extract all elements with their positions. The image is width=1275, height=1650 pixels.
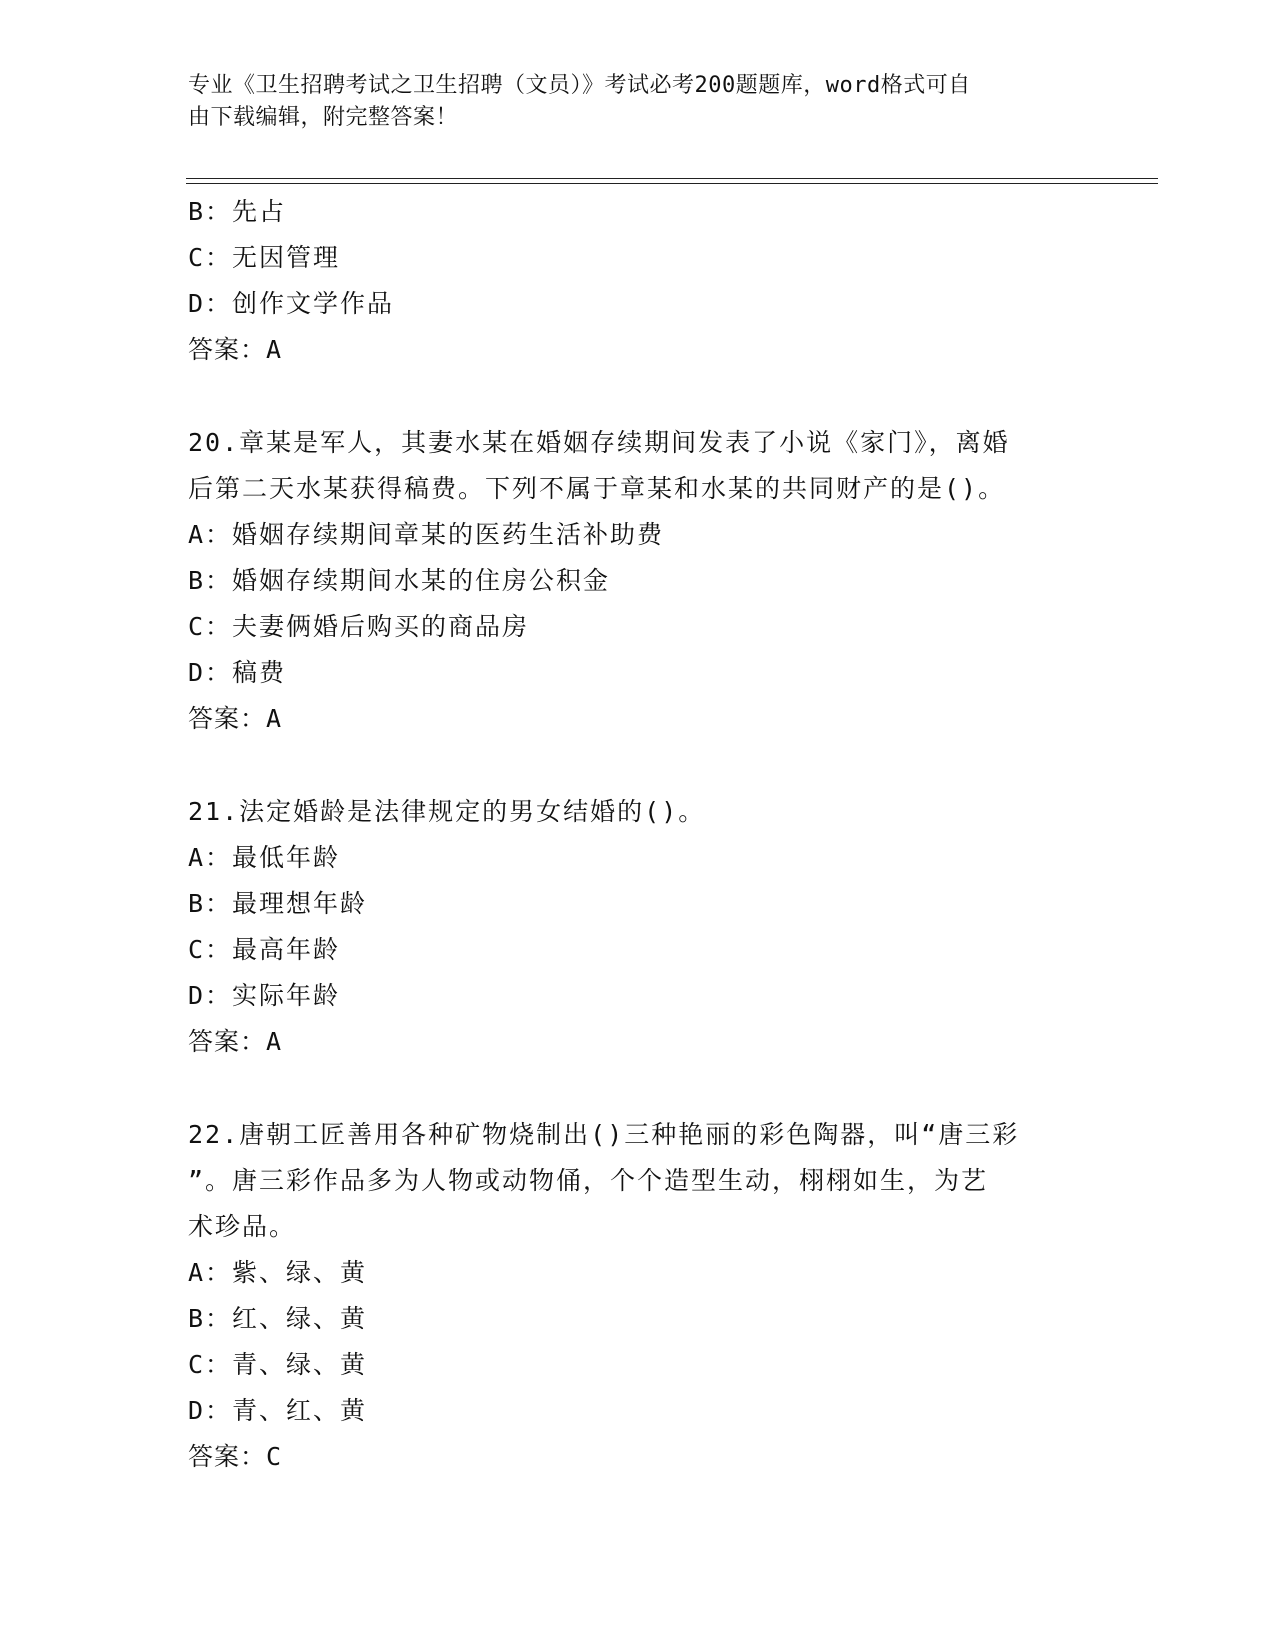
answer-value: A xyxy=(266,335,283,364)
option-b: B：先占 xyxy=(188,197,287,226)
header-divider-bottom xyxy=(186,183,1158,184)
document-header xyxy=(188,70,1068,134)
answer-value: A xyxy=(266,704,283,733)
answer-label: 答案： xyxy=(188,335,267,364)
spacer xyxy=(188,742,1088,789)
option-d: D：稿费 xyxy=(188,658,287,687)
question-19-partial xyxy=(188,189,1088,373)
spacer xyxy=(188,373,1088,420)
question-stem-line: 20.章某是军人，其妻水某在婚姻存续期间发表了小说《家门》，离婚 xyxy=(188,428,1010,457)
question-stem-line: 术珍品。 xyxy=(188,1212,297,1241)
answer-line xyxy=(188,327,1088,373)
question-20 xyxy=(188,420,1088,742)
question-list xyxy=(188,189,1088,1480)
answer-line xyxy=(188,1019,1088,1065)
option-b: B：婚姻存续期间水某的住房公积金 xyxy=(188,566,611,595)
option-d: D：青、红、黄 xyxy=(188,1396,368,1425)
option-c: C：青、绿、黄 xyxy=(188,1350,368,1379)
option-b: B：最理想年龄 xyxy=(188,889,368,918)
option-a: A：最低年龄 xyxy=(188,843,341,872)
question-21 xyxy=(188,789,1088,1065)
option-a: A：婚姻存续期间章某的医药生活补助费 xyxy=(188,520,665,549)
answer-value: C xyxy=(266,1442,283,1471)
question-stem-line: 22.唐朝工匠善用各种矿物烧制出()三种艳丽的彩色陶器，叫“唐三彩 xyxy=(188,1120,1020,1149)
answer-label: 答案： xyxy=(188,1442,267,1471)
header-line-2: 由下载编辑，附完整答案！ xyxy=(188,105,459,130)
header-divider-top xyxy=(186,178,1158,179)
answer-label: 答案： xyxy=(188,704,267,733)
answer-line xyxy=(188,1434,1088,1480)
question-stem-line: 后第二天水某获得稿费。下列不属于章某和水某的共同财产的是()。 xyxy=(188,474,1006,503)
answer-line xyxy=(188,696,1088,742)
question-stem-line: ”。唐三彩作品多为人物或动物俑，个个造型生动，栩栩如生，为艺 xyxy=(188,1166,989,1195)
option-c: C：无因管理 xyxy=(188,243,341,272)
spacer xyxy=(188,1065,1088,1112)
option-d: D：创作文学作品 xyxy=(188,289,395,318)
option-b: B：红、绿、黄 xyxy=(188,1304,368,1333)
question-22 xyxy=(188,1112,1088,1480)
option-d: D：实际年龄 xyxy=(188,981,341,1010)
header-line-1: 专业《卫生招聘考试之卫生招聘（文员）》考试必考200题题库，word格式可自 xyxy=(188,73,971,98)
answer-value: A xyxy=(266,1027,283,1056)
option-c: C：最高年龄 xyxy=(188,935,341,964)
question-stem-line: 21.法定婚龄是法律规定的男女结婚的()。 xyxy=(188,797,706,826)
answer-label: 答案： xyxy=(188,1027,267,1056)
option-a: A：紫、绿、黄 xyxy=(188,1258,368,1287)
option-c: C：夫妻俩婚后购买的商品房 xyxy=(188,612,530,641)
